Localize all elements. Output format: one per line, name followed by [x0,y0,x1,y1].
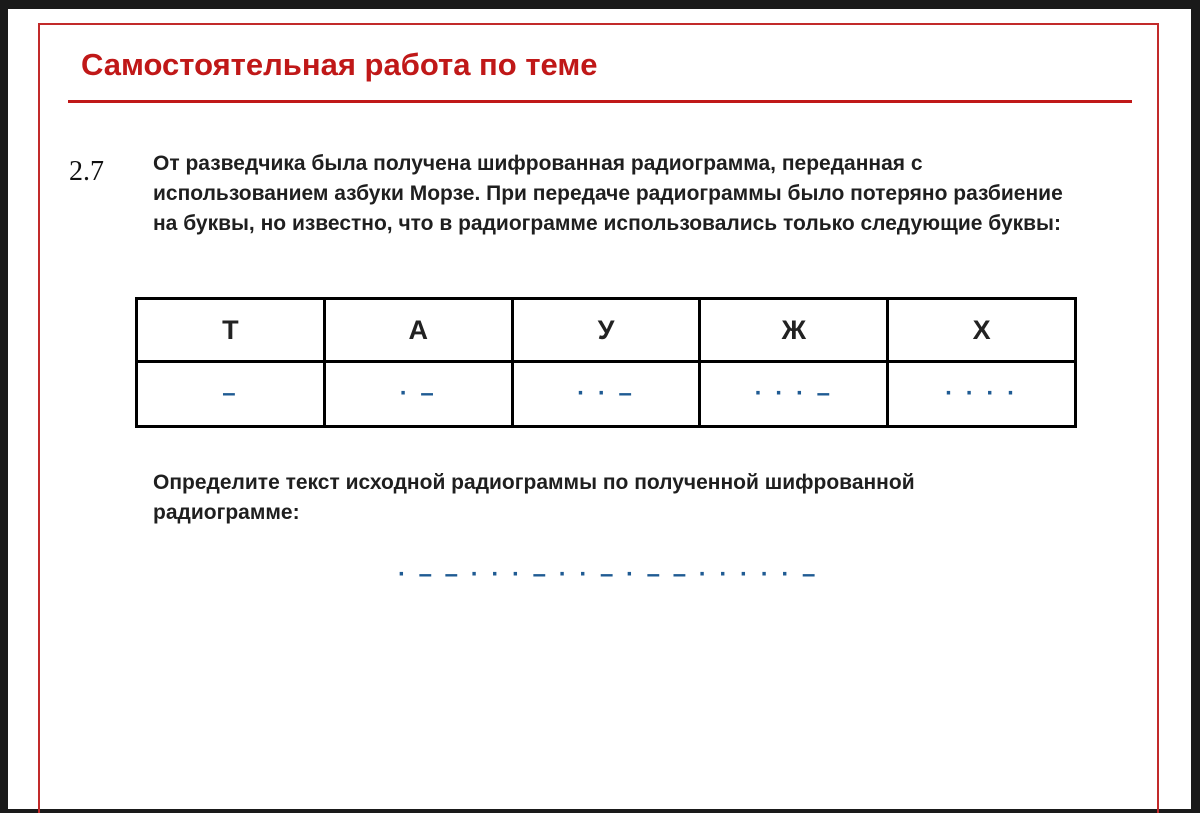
letters-row [137,299,1076,362]
letter-cell: Т [137,299,325,362]
morse-code-cell: · · · – [700,362,888,427]
question-text: Определите текст исходной радиограммы по полученной шифрованной радиограмме: [153,471,915,524]
morse-code-cell: · · – [512,362,700,427]
letter-cell: Ж [700,299,888,362]
letter-cell: У [512,299,700,362]
morse-code-table [135,297,1077,428]
morse-code-cell: · – [324,362,512,427]
task-number: 2.7 [69,156,104,187]
morse-code-cell: – [137,362,325,427]
task-text: От разведчика была получена шифрованная радиограмма, переданная с использованием азбуки Морзе. При передаче радиограммы было потеряно разбиение на буквы, но известно, что в радиограмме использовались только следующие буквы: [153,152,1063,235]
letter-cell: Х [888,299,1076,362]
codes-row [137,362,1076,427]
page-title: Самостоятельная работа по теме [81,47,598,82]
encrypted-message: · – – · · · – · · – · – – · · · · · – [398,561,819,588]
letter-cell: А [324,299,512,362]
document-page [8,9,1191,809]
title-underline [68,100,1132,103]
morse-code-cell: · · · · [888,362,1076,427]
